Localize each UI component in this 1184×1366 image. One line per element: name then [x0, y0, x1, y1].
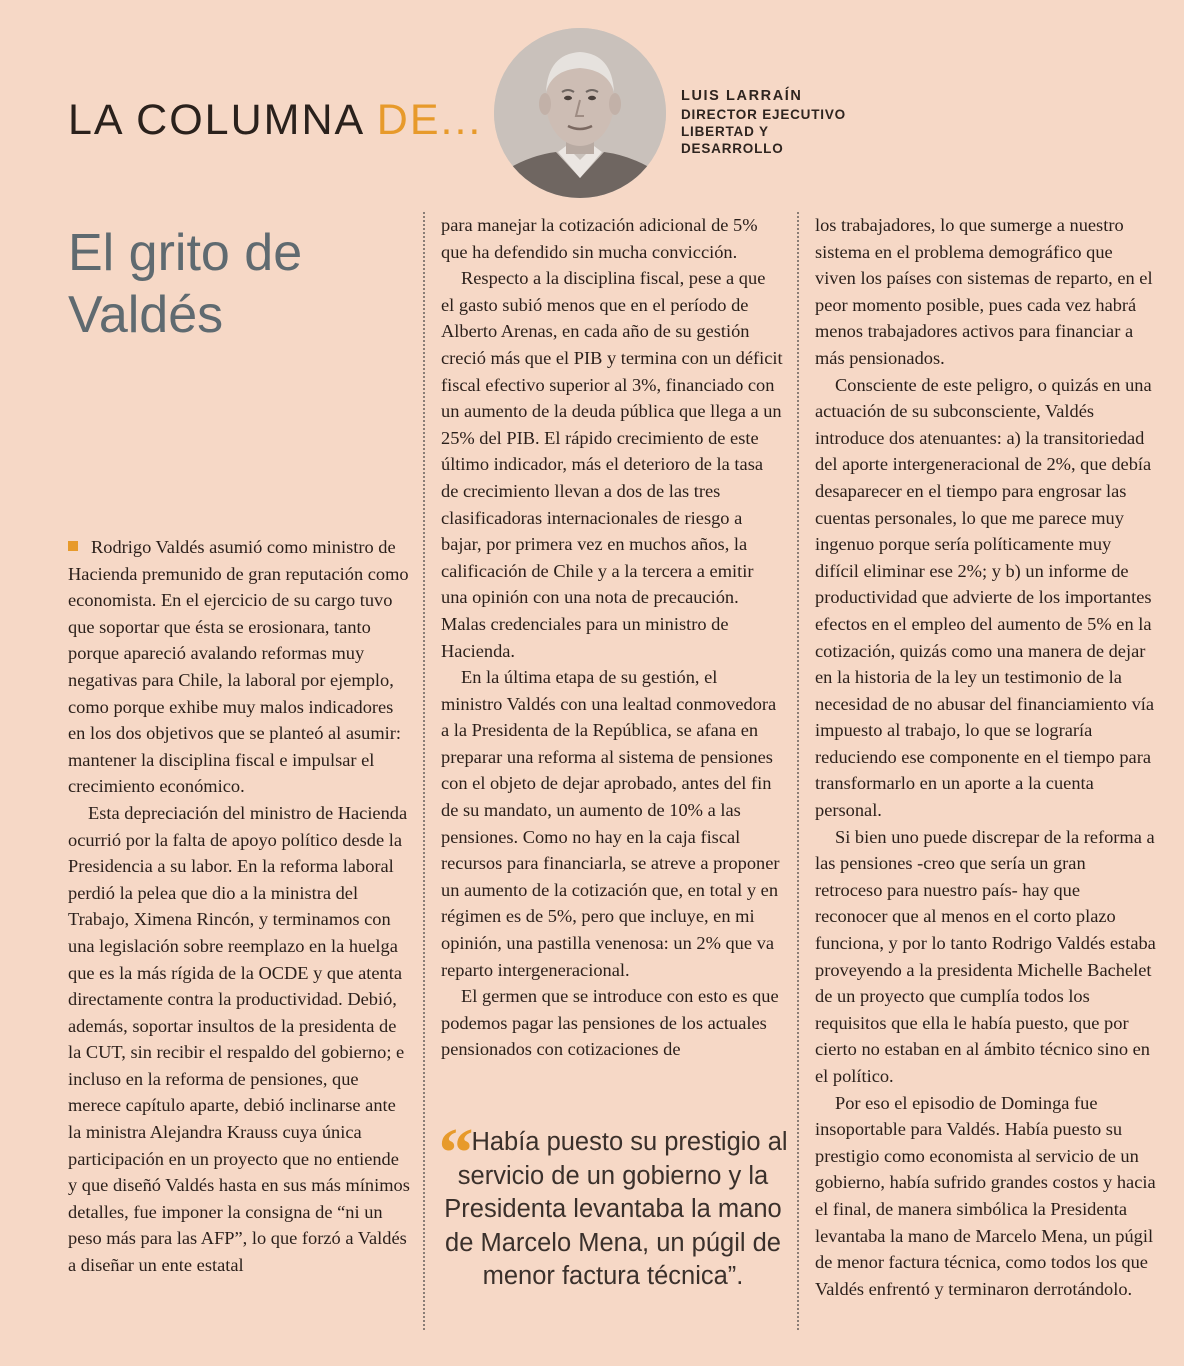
article-headline — [68, 222, 398, 346]
section-title-accent: DE... — [376, 96, 483, 144]
article-column-3 — [815, 212, 1157, 1302]
author-name: LUIS LARRAÍN — [681, 88, 803, 104]
paragraph: Si bien uno puede discrepar de la reforma a las pensiones -creo que sería un gran retroceso para nuestro país- hay que reconocer que al menos en el corto plazo funciona, y por lo tanto Rodrigo Valdés estaba proveyendo a la presidenta Michelle Bachelet de un proyecto que cumplía todos los requisitos que ella le había puesto, que por cierto no estaban en al ámbito técnico sino en el político. — [815, 826, 1156, 1086]
pull-quote-text: Había puesto su prestigio al servicio de un gobierno y la Presidenta levantaba la mano de Marcelo Mena, un púgil de menor factura técnica”. — [444, 1128, 788, 1290]
author-role-line2: LIBERTAD Y — [681, 124, 769, 139]
paragraph: los trabajadores, lo que sumerge a nuestro sistema en el problema demográfico que viven los países con sistemas de reparto, en el peor momento posible, pues cada vez habrá menos trabajadores activos para financiar a más pensionados. — [815, 215, 1153, 368]
paragraph — [68, 534, 412, 800]
article-column-2 — [441, 212, 783, 1063]
author-byline — [681, 88, 846, 157]
headline-line2: Valdés — [68, 286, 224, 344]
column-divider — [423, 212, 425, 1330]
article-column-1 — [68, 534, 412, 1279]
paragraph: Esta depreciación del ministro de Hacienda ocurrió por la falta de apoyo político desde la Presidencia a su labor. En la reforma laboral perdió la pelea que dio a la ministra del Trabajo, Ximena Rincón, y terminamos con una legislación sobre reemplazo en la huelga que es la más rígida de la OCDE y que atenta directamente contra la productividad. Debió, además, soportar insultos de la presidenta de la CUT, sin recibir el respaldo del gobierno; e incluso en la reforma de pensiones, que merece capítulo aparte, debió inclinarse ante la ministra Alejandra Krauss cuya única participación en un proyecto que no entiende y que diseñó Valdés hasta en sus más mínimos detalles, fue imponer la consigna de “ni un peso más para las AFP”, lo que forzó a Valdés a diseñar un ente estatal — [68, 802, 410, 1276]
paragraph: Respecto a la disciplina fiscal, pese a que el gasto subió menos que en el período de Alberto Arenas, en cada año de su gestión creció más que el PIB y termina con un déficit fiscal efectivo superior al 3%, financiado con un aumento de la deuda pública que llega a un 25% del PIB. El rápido crecimiento de este último indicador, más el deterioro de la tasa de crecimiento llevan a dos de las tres clasificadoras internacionales de riesgo a bajar, por primera vez en muchos años, la calificación de Chile y a la tercera a emitir una opinión con una nota de precaución. Malas credenciales para un ministro de Hacienda. — [441, 268, 783, 661]
section-title-main: LA COLUMNA — [68, 96, 377, 144]
headline-line1: El grito de — [68, 224, 303, 282]
pull-quote — [436, 1115, 790, 1294]
paragraph: Por eso el episodio de Dominga fue insoportable para Valdés. Había puesto su prestigio como economista al servicio de un gobierno, había sufrido grandes costos y hacia el final, de manera simbólica la Presidenta levantaba la mano de Marcelo Mena, un púgil de menor factura técnica, como todos los que Valdés enfrentó y terminaron derrotándolo. — [815, 1092, 1156, 1299]
column-divider — [797, 212, 799, 1330]
author-role-line1: DIRECTOR EJECUTIVO — [681, 107, 846, 122]
section-title — [68, 96, 482, 145]
paragraph: En la última etapa de su gestión, el ministro Valdés con una lealtad conmovedora a la Presidenta de la República, se afana en preparar una reforma al sistema de pensiones con el objeto de dejar aprobado, antes del fin de su mandato, un aumento de 10% a las pensiones. Como no hay en la caja fiscal recursos para financiarla, se atreve a proponer un aumento de la cotización que, en total y en régimen es de 5%, pero que incluye, en mi opinión, una pastilla venenosa: un 2% que va reparto intergeneracional. — [441, 667, 780, 980]
paragraph: El germen que se introduce con esto es que podemos pagar las pensiones de los actuales pensionados con cotizaciones de — [441, 986, 779, 1060]
author-portrait — [494, 28, 666, 198]
author-photo-icon — [494, 28, 666, 198]
paragraph: Consciente de este peligro, o quizás en una actuación de su subconsciente, Valdés introduce dos atenuantes: a) la transitoriedad del aporte intergeneracional de 2%, que debía desaparecer en el tiempo para engrosar las cuentas personales, lo que me parece muy ingenuo porque sería políticamente muy difícil eliminar ese 2%; y b) un informe de productividad que advierte de los importantes efectos en el empleo del aumento de 5% en la cotización, quizás como una manera de dejar en la historia de la ley un testimonio de la necesidad de no abusar del financiamiento vía impuesto al trabajo, lo que se lograría reduciendo ese componente en el tiempo para transformarlo en un aporte a la cuenta personal. — [815, 374, 1155, 821]
bullet-square-icon — [68, 541, 78, 551]
author-role-line3: DESARROLLO — [681, 141, 784, 156]
quote-mark-icon: “ — [438, 1115, 468, 1192]
paragraph: para manejar la cotización adicional de 5% que ha defendido sin mucha convicción. — [441, 215, 758, 262]
paragraph-text: Rodrigo Valdés asumió como ministro de Hacienda premunido de gran reputación como economista. En el ejercicio de su cargo tuvo que soportar que ésta se erosionara, tanto porque apareció avalando reformas muy negativas para Chile, la laboral por ejemplo, como porque exhibe muy malos indicadores en los dos objetivos que se planteó al asumir: mantener la disciplina fiscal e impulsar el crecimiento económico. — [68, 537, 409, 797]
